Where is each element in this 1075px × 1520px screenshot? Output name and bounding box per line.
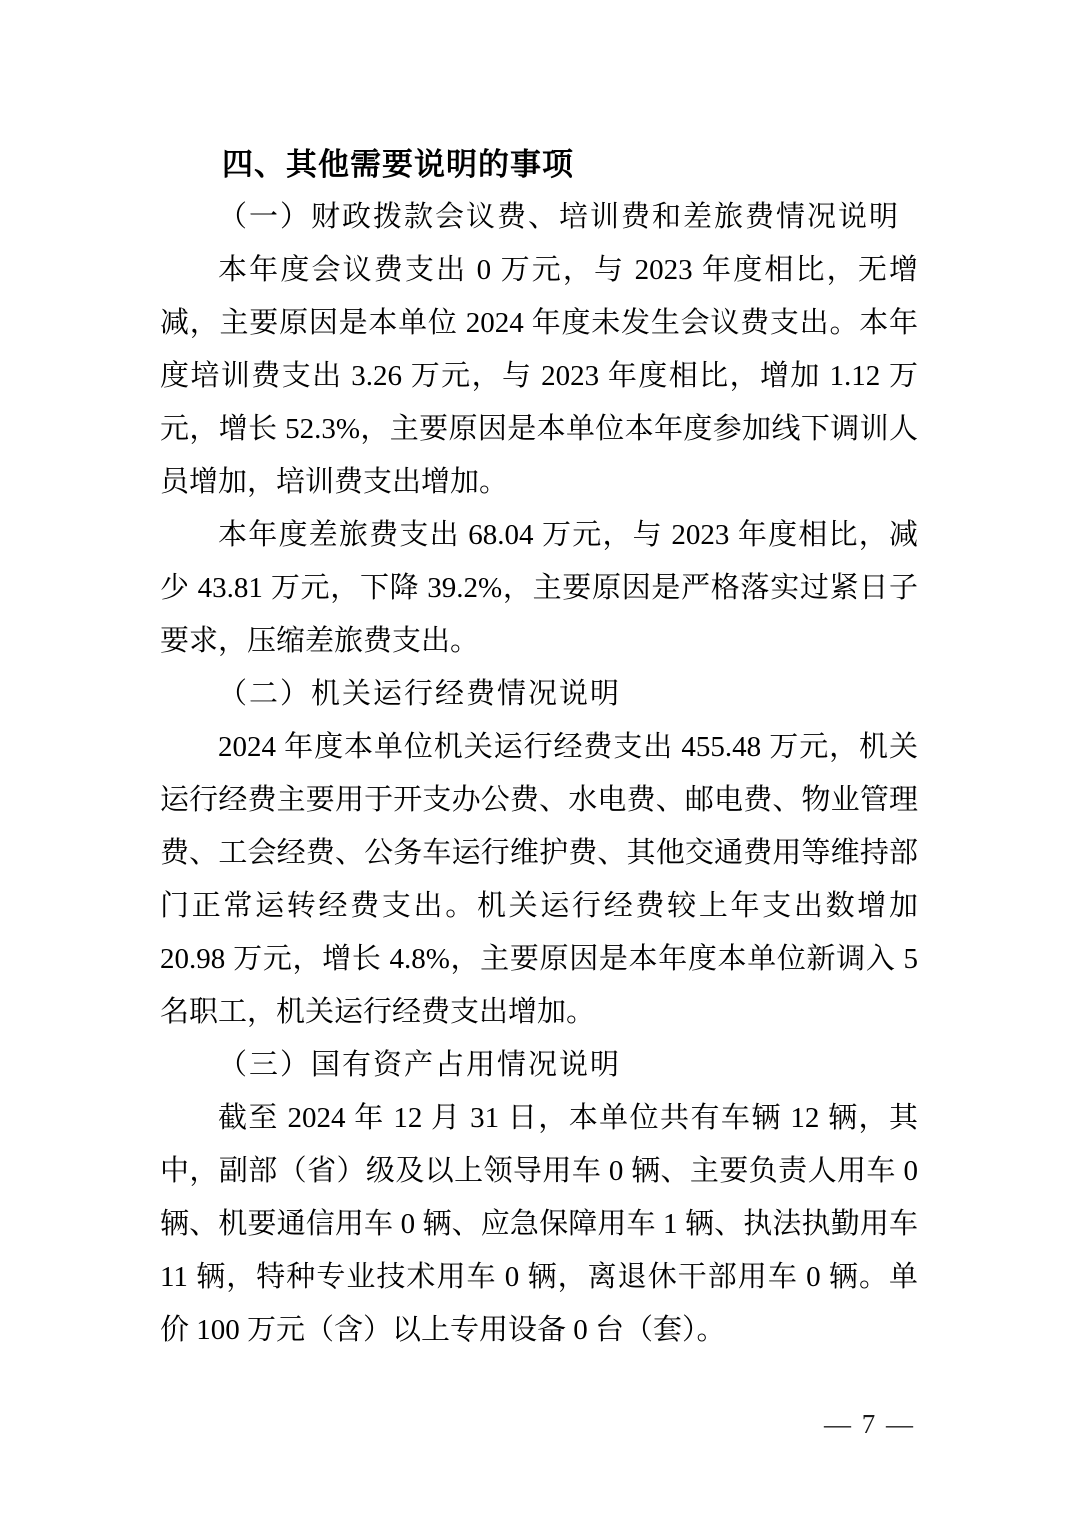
paragraph: 2024 年度本单位机关运行经费支出 455.48 万元，机关运行经费主要用于开支办公费、水电费、邮电费、物业管理费、工会经费、公务车运行维护费、其他交通费用等维持部门正常运转经费支出。机关运行经费较上年支出数增加 20.98 万元，增长 4.8%，主要原因是本年度本单位新调入 5 名职工，机关运行经费支出增加。 [160, 731, 918, 1028]
paragraph: 本年度差旅费支出 68.04 万元，与 2023 年度相比，减少 43.81 万元，下降 39.2%，主要原因是严格落实过紧日子要求，压缩差旅费支出。 [160, 519, 918, 657]
page-number: — 7 — [824, 1409, 915, 1439]
subsection-finance-fees [160, 191, 918, 668]
subsection-title: （一）财政拨款会议费、培训费和差旅费情况说明 [218, 201, 901, 233]
paragraph: 截至 2024 年 12 月 31 日，本单位共有车辆 12 辆，其中，副部（省）级及以上领导用车 0 辆、主要负责人用车 0 辆、机要通信用车 0 辆、应急保障用车 1 辆、执法执勤用车 11 辆，特种专业技术用车 0 辆，离退休干部用车 0 辆。单价 100 万元（含）以上专用设备 0 台（套）。 [160, 1102, 918, 1346]
document-body [160, 138, 918, 1357]
subsection-operating-expense [160, 668, 918, 1039]
subsection-state-assets [160, 1039, 918, 1357]
paragraph: 本年度会议费支出 0 万元，与 2023 年度相比，无增减，主要原因是本单位 2024 年度未发生会议费支出。本年度培训费支出 3.26 万元，与 2023 年度相比，增加 1.12 万元，增长 52.3%，主要原因是本单位本年度参加线下调训人员增加，培训费支出增加。 [160, 254, 918, 498]
subsection-title: （三）国有资产占用情况说明 [218, 1049, 622, 1081]
section-heading: 四、其他需要说明的事项 [222, 147, 574, 182]
subsection-title: （二）机关运行经费情况说明 [218, 678, 622, 710]
